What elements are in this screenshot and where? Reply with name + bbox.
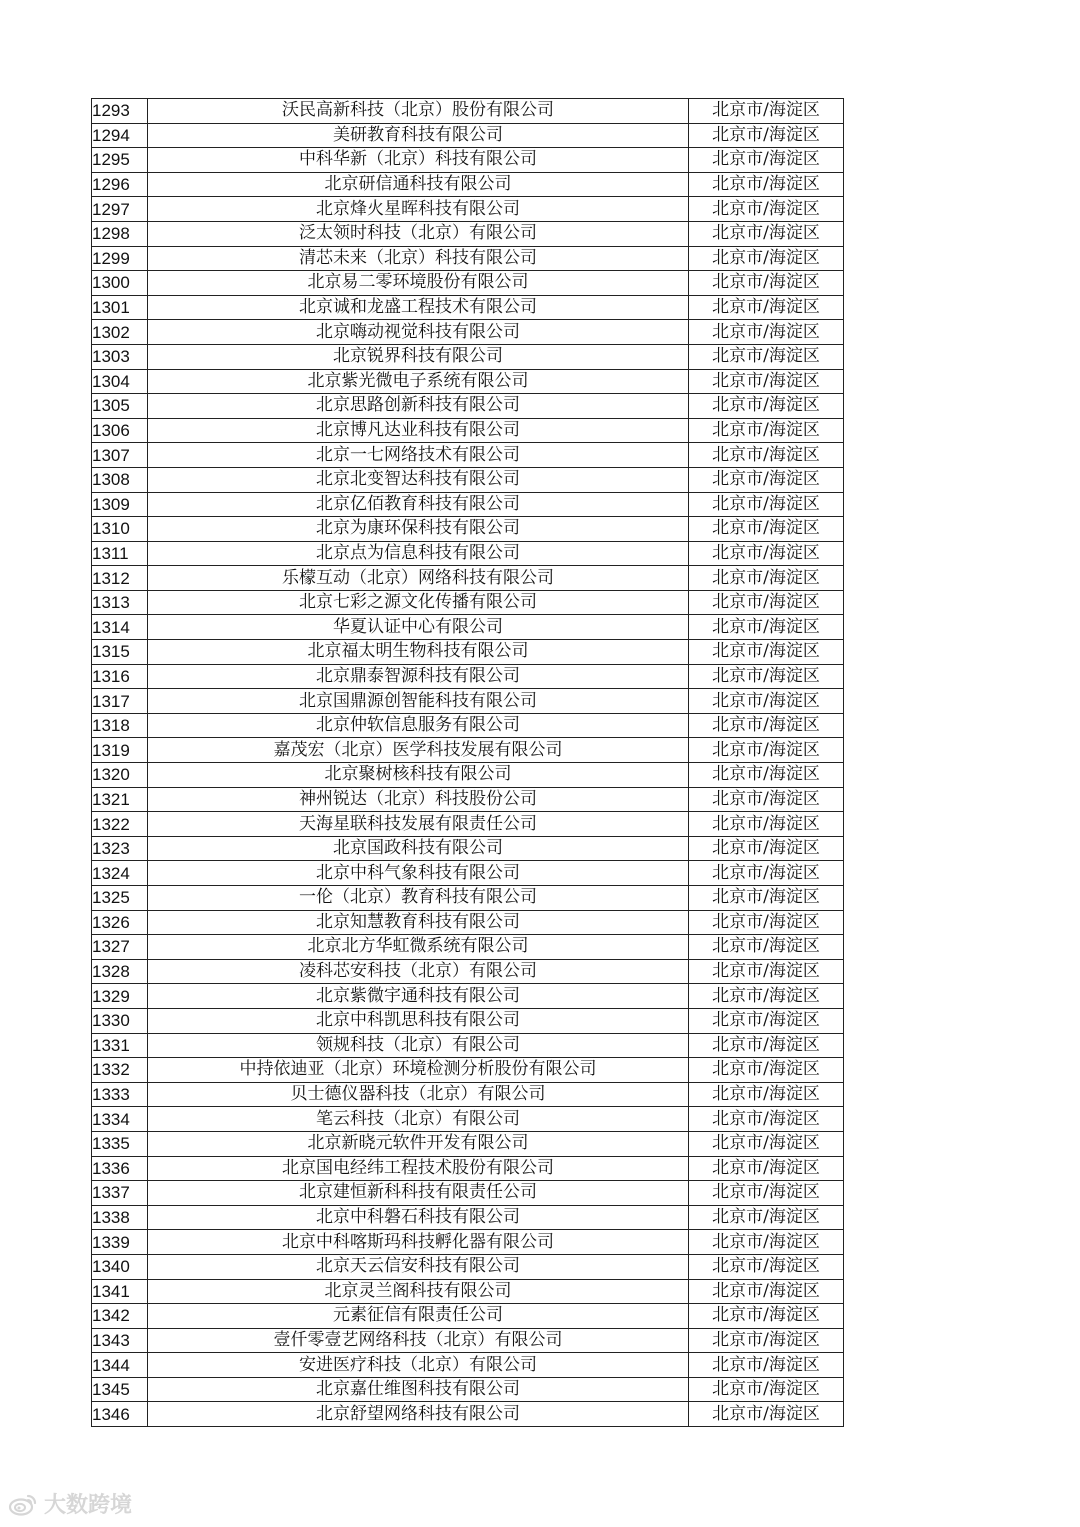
company-name: 壹仟零壹艺网络科技（北京）有限公司 <box>148 1328 689 1353</box>
table-row <box>92 1082 844 1107</box>
company-name: 北京舒望网络科技有限公司 <box>148 1402 689 1427</box>
company-location: 北京市/海淀区 <box>689 1304 844 1329</box>
row-number: 1321 <box>92 787 148 812</box>
table-row <box>92 418 844 443</box>
company-name: 贝士德仪器科技（北京）有限公司 <box>148 1082 689 1107</box>
company-location: 北京市/海淀区 <box>689 295 844 320</box>
row-number: 1294 <box>92 123 148 148</box>
table-row <box>92 566 844 591</box>
table-row <box>92 1131 844 1156</box>
company-name: 北京灵兰阁科技有限公司 <box>148 1279 689 1304</box>
company-location: 北京市/海淀区 <box>689 1230 844 1255</box>
company-list-table <box>91 98 844 1427</box>
table-row <box>92 1181 844 1206</box>
row-number: 1306 <box>92 418 148 443</box>
row-number: 1327 <box>92 935 148 960</box>
table-row <box>92 221 844 246</box>
table-row <box>92 1328 844 1353</box>
table-row <box>92 123 844 148</box>
company-name: 一伦（北京）教育科技有限公司 <box>148 886 689 911</box>
row-number: 1314 <box>92 615 148 640</box>
company-location: 北京市/海淀区 <box>689 1131 844 1156</box>
table-row <box>92 689 844 714</box>
company-location: 北京市/海淀区 <box>689 1082 844 1107</box>
row-number: 1330 <box>92 1008 148 1033</box>
company-name: 元素征信有限责任公司 <box>148 1304 689 1329</box>
company-location: 北京市/海淀区 <box>689 910 844 935</box>
row-number: 1344 <box>92 1353 148 1378</box>
company-location: 北京市/海淀区 <box>689 664 844 689</box>
company-name: 北京博凡达业科技有限公司 <box>148 418 689 443</box>
company-location: 北京市/海淀区 <box>689 443 844 468</box>
company-location: 北京市/海淀区 <box>689 1107 844 1132</box>
row-number: 1312 <box>92 566 148 591</box>
table-row <box>92 664 844 689</box>
table-row <box>92 763 844 788</box>
company-location: 北京市/海淀区 <box>689 959 844 984</box>
table-row <box>92 861 844 886</box>
row-number: 1315 <box>92 640 148 665</box>
row-number: 1309 <box>92 492 148 517</box>
company-location: 北京市/海淀区 <box>689 935 844 960</box>
company-location: 北京市/海淀区 <box>689 738 844 763</box>
company-name: 北京一七网络技术有限公司 <box>148 443 689 468</box>
row-number: 1345 <box>92 1377 148 1402</box>
company-name: 天海星联科技发展有限责任公司 <box>148 812 689 837</box>
row-number: 1303 <box>92 344 148 369</box>
table-row <box>92 1008 844 1033</box>
company-location: 北京市/海淀区 <box>689 1353 844 1378</box>
company-location: 北京市/海淀区 <box>689 886 844 911</box>
row-number: 1340 <box>92 1254 148 1279</box>
company-list-table-wrapper <box>91 98 840 1427</box>
company-location: 北京市/海淀区 <box>689 689 844 714</box>
company-location: 北京市/海淀区 <box>689 763 844 788</box>
company-name: 北京仲软信息服务有限公司 <box>148 713 689 738</box>
row-number: 1326 <box>92 910 148 935</box>
company-name: 北京国鼎源创智能科技有限公司 <box>148 689 689 714</box>
table-row <box>92 99 844 124</box>
row-number: 1317 <box>92 689 148 714</box>
company-location: 北京市/海淀区 <box>689 615 844 640</box>
company-location: 北京市/海淀区 <box>689 320 844 345</box>
row-number: 1298 <box>92 221 148 246</box>
row-number: 1304 <box>92 369 148 394</box>
company-name: 北京北变智达科技有限公司 <box>148 467 689 492</box>
company-name: 北京亿佰教育科技有限公司 <box>148 492 689 517</box>
table-row <box>92 738 844 763</box>
row-number: 1322 <box>92 812 148 837</box>
table-row <box>92 1304 844 1329</box>
row-number: 1319 <box>92 738 148 763</box>
company-name: 北京知慧教育科技有限公司 <box>148 910 689 935</box>
company-location: 北京市/海淀区 <box>689 517 844 542</box>
table-row <box>92 467 844 492</box>
company-name: 北京点为信息科技有限公司 <box>148 541 689 566</box>
row-number: 1343 <box>92 1328 148 1353</box>
company-name: 北京天云信安科技有限公司 <box>148 1254 689 1279</box>
table-row <box>92 344 844 369</box>
watermark-text: 大数跨境 <box>44 1493 133 1518</box>
company-name: 凌科芯安科技（北京）有限公司 <box>148 959 689 984</box>
company-location: 北京市/海淀区 <box>689 1156 844 1181</box>
row-number: 1325 <box>92 886 148 911</box>
company-name: 中持依迪亚（北京）环境检测分析股份有限公司 <box>148 1058 689 1083</box>
row-number: 1341 <box>92 1279 148 1304</box>
company-name: 北京嗨动视觉科技有限公司 <box>148 320 689 345</box>
table-row <box>92 590 844 615</box>
company-name: 北京易二零环境股份有限公司 <box>148 271 689 296</box>
table-row <box>92 886 844 911</box>
company-location: 北京市/海淀区 <box>689 1058 844 1083</box>
table-row <box>92 1205 844 1230</box>
table-row <box>92 1377 844 1402</box>
company-name: 北京中科磐石科技有限公司 <box>148 1205 689 1230</box>
company-name: 北京国政科技有限公司 <box>148 836 689 861</box>
table-row <box>92 984 844 1009</box>
company-location: 北京市/海淀区 <box>689 369 844 394</box>
company-location: 北京市/海淀区 <box>689 99 844 124</box>
table-row <box>92 394 844 419</box>
company-name: 北京国电经纬工程技术股份有限公司 <box>148 1156 689 1181</box>
company-name: 北京新晓元软件开发有限公司 <box>148 1131 689 1156</box>
row-number: 1318 <box>92 713 148 738</box>
table-row <box>92 246 844 271</box>
row-number: 1307 <box>92 443 148 468</box>
row-number: 1339 <box>92 1230 148 1255</box>
company-name: 清芯未来（北京）科技有限公司 <box>148 246 689 271</box>
company-location: 北京市/海淀区 <box>689 541 844 566</box>
table-row <box>92 492 844 517</box>
row-number: 1295 <box>92 148 148 173</box>
company-name: 北京思路创新科技有限公司 <box>148 394 689 419</box>
company-location: 北京市/海淀区 <box>689 1254 844 1279</box>
company-name: 华夏认证中心有限公司 <box>148 615 689 640</box>
company-name: 北京福太明生物科技有限公司 <box>148 640 689 665</box>
company-name: 中科华新（北京）科技有限公司 <box>148 148 689 173</box>
company-name: 北京七彩之源文化传播有限公司 <box>148 590 689 615</box>
company-name: 北京紫微宇通科技有限公司 <box>148 984 689 1009</box>
row-number: 1337 <box>92 1181 148 1206</box>
table-row <box>92 615 844 640</box>
company-name: 安进医疗科技（北京）有限公司 <box>148 1353 689 1378</box>
row-number: 1346 <box>92 1402 148 1427</box>
row-number: 1332 <box>92 1058 148 1083</box>
row-number: 1297 <box>92 197 148 222</box>
company-list-body <box>92 99 844 1427</box>
company-location: 北京市/海淀区 <box>689 1033 844 1058</box>
company-location: 北京市/海淀区 <box>689 271 844 296</box>
table-row <box>92 197 844 222</box>
company-location: 北京市/海淀区 <box>689 172 844 197</box>
row-number: 1293 <box>92 99 148 124</box>
table-row <box>92 836 844 861</box>
row-number: 1329 <box>92 984 148 1009</box>
company-name: 北京鼎泰智源科技有限公司 <box>148 664 689 689</box>
row-number: 1296 <box>92 172 148 197</box>
company-location: 北京市/海淀区 <box>689 246 844 271</box>
company-location: 北京市/海淀区 <box>689 1279 844 1304</box>
table-row <box>92 320 844 345</box>
company-name: 北京研信通科技有限公司 <box>148 172 689 197</box>
company-location: 北京市/海淀区 <box>689 1402 844 1427</box>
table-row <box>92 369 844 394</box>
row-number: 1331 <box>92 1033 148 1058</box>
company-name: 笔云科技（北京）有限公司 <box>148 1107 689 1132</box>
company-name: 领规科技（北京）有限公司 <box>148 1033 689 1058</box>
company-location: 北京市/海淀区 <box>689 123 844 148</box>
table-row <box>92 443 844 468</box>
table-row <box>92 1254 844 1279</box>
table-row <box>92 1279 844 1304</box>
row-number: 1311 <box>92 541 148 566</box>
row-number: 1336 <box>92 1156 148 1181</box>
company-name: 北京聚树核科技有限公司 <box>148 763 689 788</box>
company-location: 北京市/海淀区 <box>689 566 844 591</box>
company-location: 北京市/海淀区 <box>689 148 844 173</box>
table-row <box>92 271 844 296</box>
company-location: 北京市/海淀区 <box>689 984 844 1009</box>
table-row <box>92 787 844 812</box>
table-row <box>92 1230 844 1255</box>
table-row <box>92 172 844 197</box>
company-location: 北京市/海淀区 <box>689 394 844 419</box>
table-row <box>92 295 844 320</box>
company-name: 北京为康环保科技有限公司 <box>148 517 689 542</box>
table-row <box>92 148 844 173</box>
company-location: 北京市/海淀区 <box>689 418 844 443</box>
row-number: 1302 <box>92 320 148 345</box>
company-location: 北京市/海淀区 <box>689 1377 844 1402</box>
row-number: 1305 <box>92 394 148 419</box>
row-number: 1301 <box>92 295 148 320</box>
company-name: 北京中科凯思科技有限公司 <box>148 1008 689 1033</box>
company-location: 北京市/海淀区 <box>689 1205 844 1230</box>
company-location: 北京市/海淀区 <box>689 812 844 837</box>
row-number: 1323 <box>92 836 148 861</box>
company-location: 北京市/海淀区 <box>689 640 844 665</box>
company-name: 北京北方华虹微系统有限公司 <box>148 935 689 960</box>
company-name: 北京嘉仕维图科技有限公司 <box>148 1377 689 1402</box>
row-number: 1333 <box>92 1082 148 1107</box>
company-location: 北京市/海淀区 <box>689 344 844 369</box>
row-number: 1342 <box>92 1304 148 1329</box>
table-row <box>92 1058 844 1083</box>
table-row <box>92 1156 844 1181</box>
company-location: 北京市/海淀区 <box>689 1328 844 1353</box>
company-name: 沃民高新科技（北京）股份有限公司 <box>148 99 689 124</box>
company-location: 北京市/海淀区 <box>689 861 844 886</box>
company-name: 泛太领时科技（北京）有限公司 <box>148 221 689 246</box>
table-row <box>92 713 844 738</box>
company-name: 美研教育科技有限公司 <box>148 123 689 148</box>
company-name: 北京建恒新科科技有限责任公司 <box>148 1181 689 1206</box>
table-row <box>92 935 844 960</box>
company-location: 北京市/海淀区 <box>689 1181 844 1206</box>
company-name: 北京诚和龙盛工程技术有限公司 <box>148 295 689 320</box>
row-number: 1310 <box>92 517 148 542</box>
company-name: 北京中科喀斯玛科技孵化器有限公司 <box>148 1230 689 1255</box>
table-row <box>92 959 844 984</box>
company-name: 北京锐界科技有限公司 <box>148 344 689 369</box>
weibo-logo-icon <box>8 1492 38 1516</box>
company-location: 北京市/海淀区 <box>689 836 844 861</box>
row-number: 1338 <box>92 1205 148 1230</box>
row-number: 1324 <box>92 861 148 886</box>
company-name: 北京烽火星晖科技有限公司 <box>148 197 689 222</box>
company-location: 北京市/海淀区 <box>689 787 844 812</box>
company-location: 北京市/海淀区 <box>689 1008 844 1033</box>
row-number: 1328 <box>92 959 148 984</box>
row-number: 1320 <box>92 763 148 788</box>
table-row <box>92 1033 844 1058</box>
table-row <box>92 910 844 935</box>
table-row <box>92 1402 844 1427</box>
row-number: 1334 <box>92 1107 148 1132</box>
table-row <box>92 640 844 665</box>
company-location: 北京市/海淀区 <box>689 713 844 738</box>
watermark <box>8 1488 132 1519</box>
row-number: 1316 <box>92 664 148 689</box>
row-number: 1299 <box>92 246 148 271</box>
table-row <box>92 541 844 566</box>
row-number: 1313 <box>92 590 148 615</box>
company-location: 北京市/海淀区 <box>689 492 844 517</box>
company-name: 神州锐达（北京）科技股份公司 <box>148 787 689 812</box>
company-location: 北京市/海淀区 <box>689 467 844 492</box>
company-location: 北京市/海淀区 <box>689 590 844 615</box>
company-location: 北京市/海淀区 <box>689 197 844 222</box>
company-name: 乐檬互动（北京）网络科技有限公司 <box>148 566 689 591</box>
row-number: 1300 <box>92 271 148 296</box>
table-row <box>92 1353 844 1378</box>
row-number: 1308 <box>92 467 148 492</box>
table-row <box>92 1107 844 1132</box>
row-number: 1335 <box>92 1131 148 1156</box>
company-name: 嘉茂宏（北京）医学科技发展有限公司 <box>148 738 689 763</box>
company-location: 北京市/海淀区 <box>689 221 844 246</box>
table-row <box>92 517 844 542</box>
company-name: 北京中科气象科技有限公司 <box>148 861 689 886</box>
table-row <box>92 812 844 837</box>
company-name: 北京紫光微电子系统有限公司 <box>148 369 689 394</box>
